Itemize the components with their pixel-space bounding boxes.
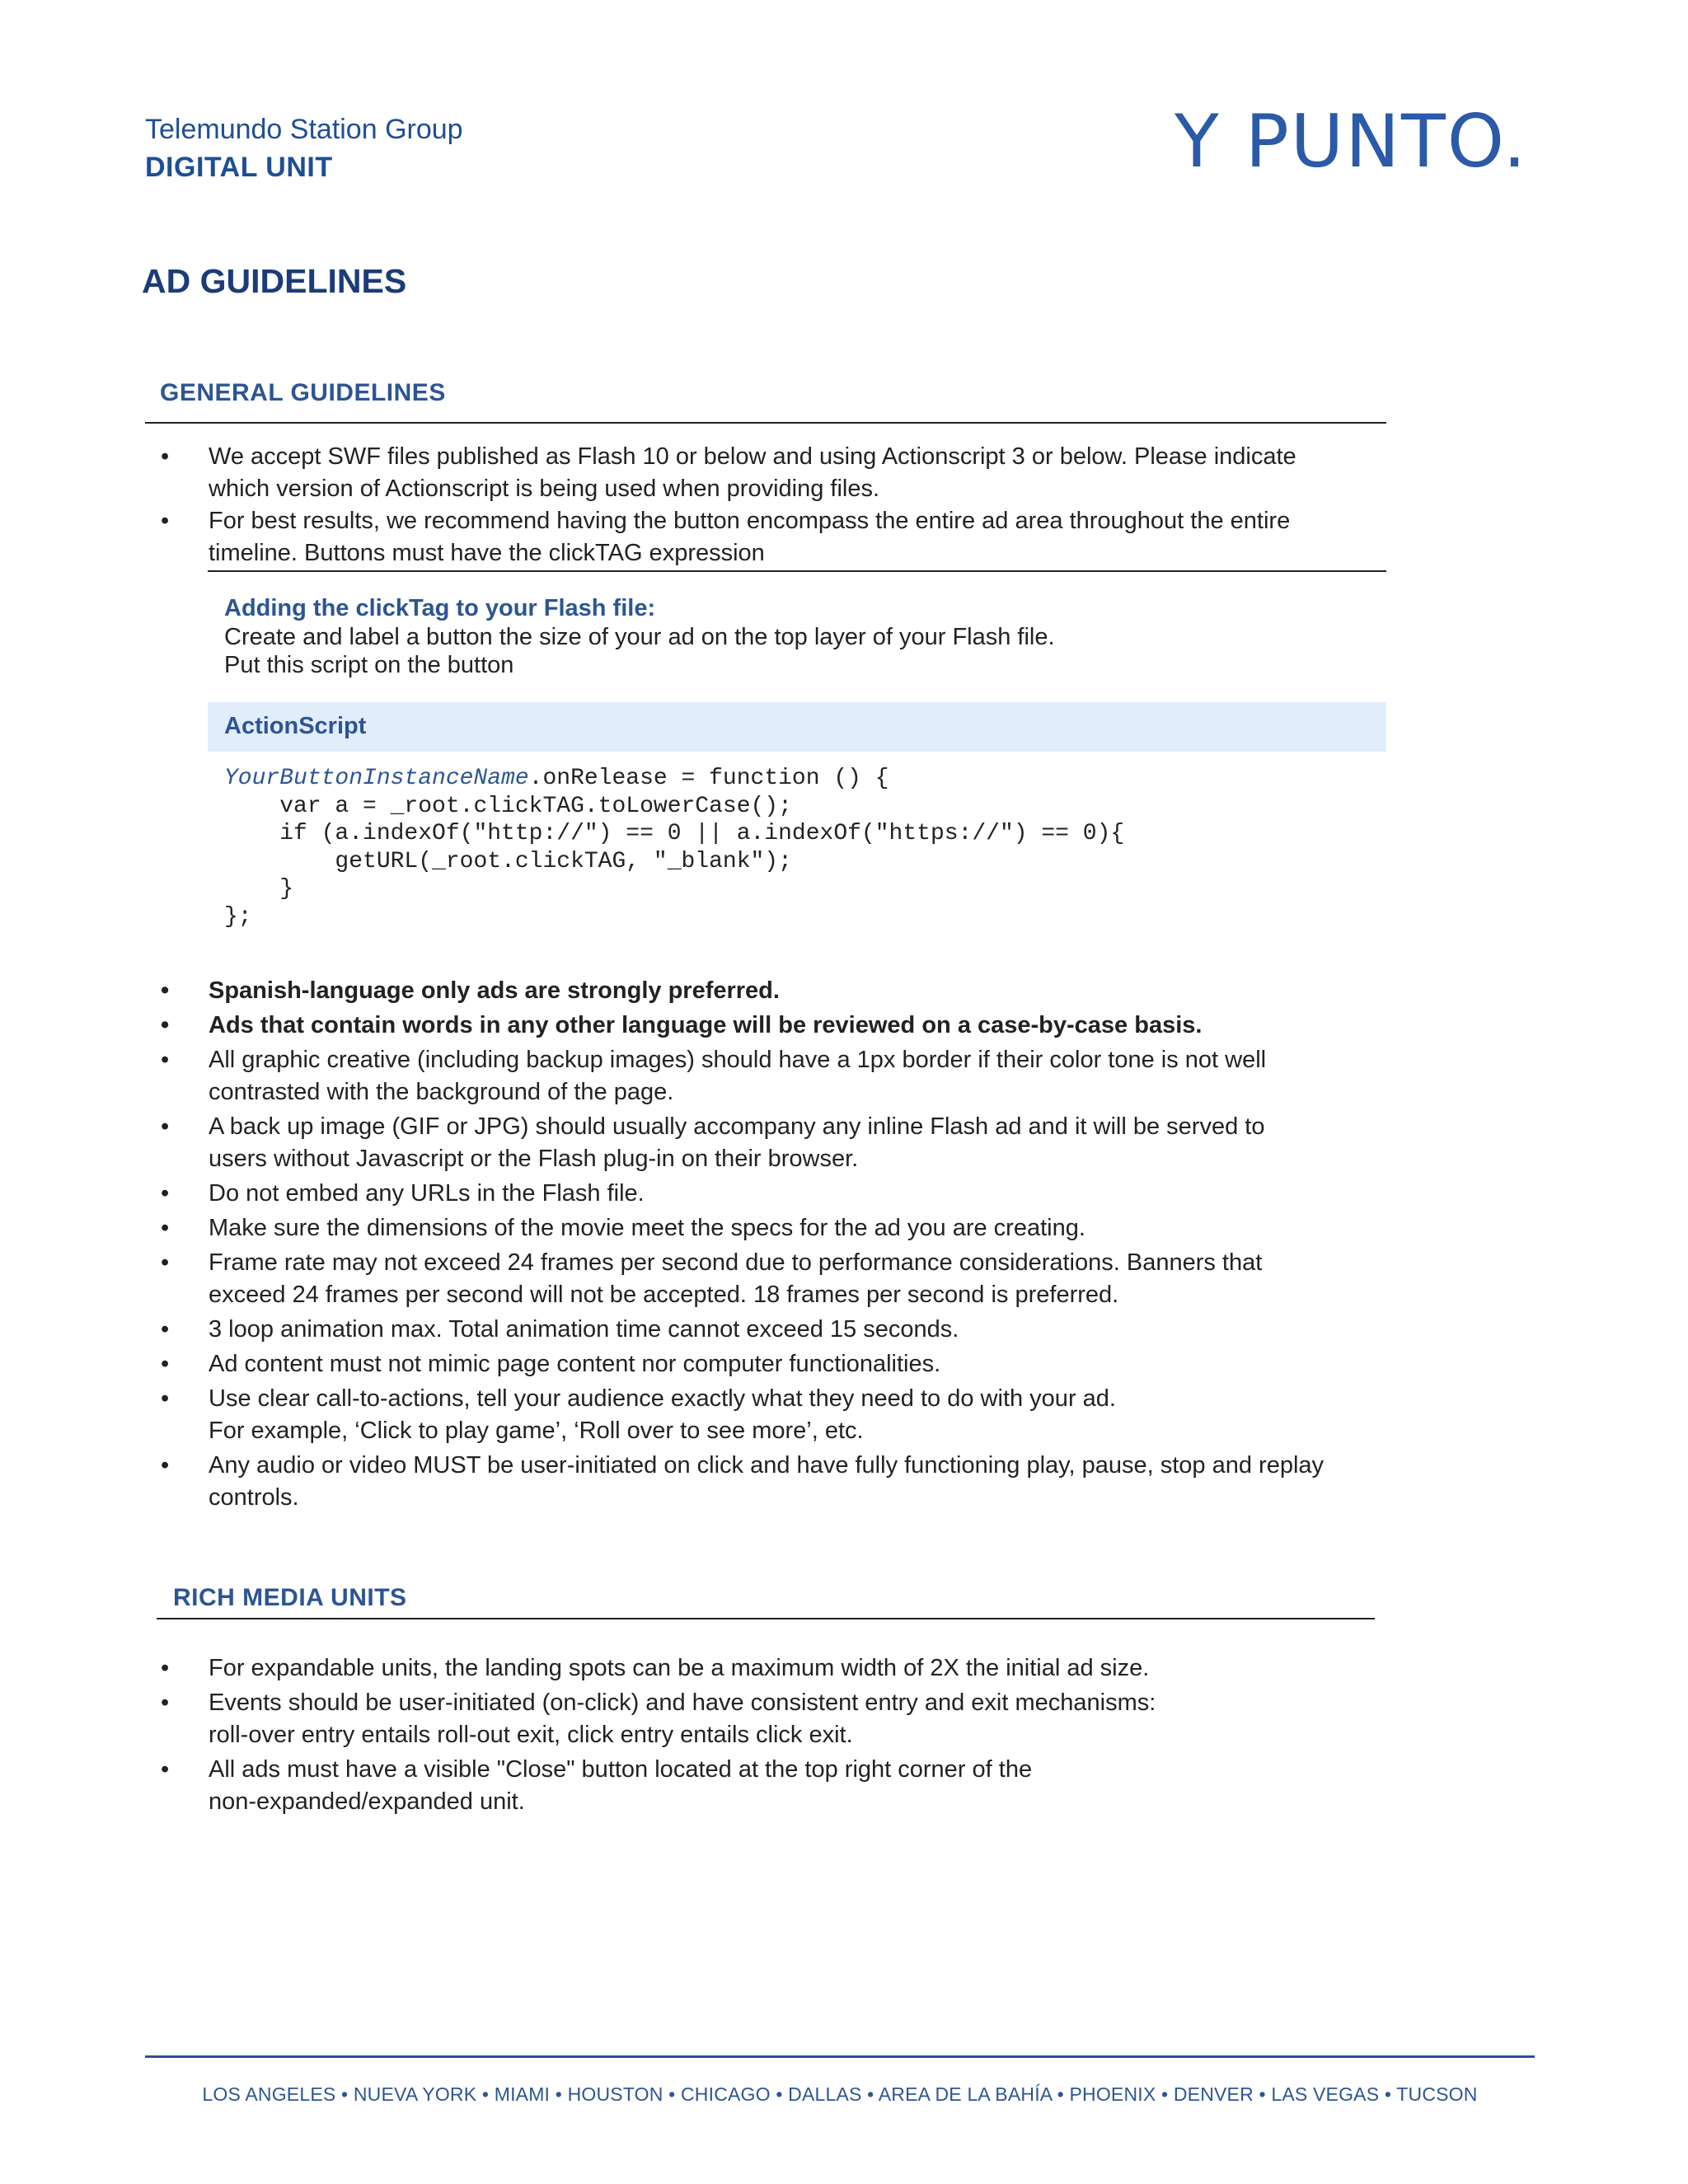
section-divider [157,1618,1375,1619]
guidelines-bullet-list [161,975,1397,1516]
clicktag-heading: Adding the clickTag to your Flash file: [224,595,656,621]
intro-bullet-list [161,441,1397,569]
code-identifier: YourButtonInstanceName [224,766,529,791]
code-label: ActionScript [224,713,367,739]
brand-logo: Y PUNTO. [1175,99,1528,184]
list-item [161,1652,1397,1685]
list-item-text: Frame rate may not exceed 24 frames per second due to performance considerations. Banners that [209,1249,1263,1276]
list-item-text: contrasted with the background of the page. [209,1079,674,1105]
code-line: } [224,876,294,902]
list-item-text: Use clear call-to-actions, tell your audience exactly what they need to do with your ad. [209,1385,1116,1412]
list-item-text: Spanish-language only ads are strongly preferred. [209,977,780,1004]
list-item-text: controls. [209,1484,299,1511]
section-heading-rich-media: RICH MEDIA UNITS [173,1584,407,1611]
code-label-bar [208,702,1386,752]
list-item [161,1111,1397,1175]
code-line: }; [224,903,252,930]
list-item-text: timeline. Buttons must have the clickTAG expression [209,540,765,566]
section-divider [145,422,1386,424]
list-item-text: 3 loop animation max. Total animation time cannot exceed 15 seconds. [209,1316,959,1343]
list-item [161,1178,1397,1210]
list-item-text: which version of Actionscript is being used when providing files. [209,476,880,502]
list-item [161,1212,1397,1244]
code-line: getURL(_root.clickTAG, "_blank"); [224,848,792,874]
list-item-text: exceed 24 frames per second will not be accepted. 18 frames per second is preferred. [209,1282,1119,1308]
list-item-text: For example, ‘Click to play game’, ‘Roll over to see more’, etc. [209,1418,864,1444]
list-item-text: Events should be user-initiated (on-click) and have consistent entry and exit mechanisms: [209,1690,1156,1716]
list-item-text: Do not embed any URLs in the Flash file. [209,1180,645,1207]
unit-name: DIGITAL UNIT [145,152,333,183]
list-item [161,1383,1397,1447]
footer-divider [145,2055,1535,2058]
list-item-text: Any audio or video MUST be user-initiated on click and have fully functioning play, pause, stop and replay [209,1452,1325,1479]
page-title: AD GUIDELINES [142,262,407,300]
clicktag-instruction: Create and label a button the size of your ad on the top layer of your Flash file. [224,624,1055,650]
footer-cities: LOS ANGELES • NUEVA YORK • MIAMI • HOUSTON • CHICAGO • DALLAS • AREA DE LA BAHÍA • PHOENIX • DENVER • LAS VEGAS • TUCSON [202,2083,1478,2105]
list-item-text: We accept SWF files published as Flash 10 or below and using Actionscript 3 or below. Please indicate [209,443,1296,470]
list-item-text: non-expanded/expanded unit. [209,1788,525,1815]
list-item-text: Make sure the dimensions of the movie meet the specs for the ad you are creating. [209,1215,1085,1241]
list-item [161,1754,1397,1818]
list-item-text: All graphic creative (including backup images) should have a 1px border if their color tone is not well [209,1047,1267,1073]
list-item-text: roll-over entry entails roll-out exit, click entry entails click exit. [209,1722,853,1748]
list-item-text: A back up image (GIF or JPG) should usually accompany any inline Flash ad and it will be served to [209,1113,1265,1140]
clicktag-instruction: Put this script on the button [224,652,514,678]
list-item [161,1010,1397,1042]
list-item [161,1687,1397,1751]
list-item [161,975,1397,1007]
rich-media-bullet-list [161,1652,1397,1821]
code-block [224,765,1124,930]
list-item-text: users without Javascript or the Flash plug-in on their browser. [209,1146,859,1172]
code-line: var a = _root.clickTAG.toLowerCase(); [224,793,792,819]
clicktag-divider [208,570,1386,572]
list-item-text: Ads that contain words in any other language will be reviewed on a case-by-case basis. [209,1012,1203,1038]
list-item-text: Ad content must not mimic page content nor computer functionalities. [209,1351,941,1377]
list-item [161,441,1397,505]
list-item [161,1044,1397,1108]
list-item [161,1247,1397,1311]
list-item-text: All ads must have a visible "Close" button located at the top right corner of the [209,1756,1033,1783]
list-item [161,1450,1397,1514]
list-item [161,1348,1397,1380]
organization-name: Telemundo Station Group [145,114,463,145]
list-item [161,1314,1397,1346]
code-line: .onRelease = function () { [528,766,889,791]
list-item [161,505,1397,569]
list-item-text: For best results, we recommend having the button encompass the entire ad area throughout the entire [209,508,1291,534]
list-item-text: For expandable units, the landing spots can be a maximum width of 2X the initial ad size. [209,1655,1150,1681]
code-line: if (a.indexOf("http://") == 0 || a.indexOf("https://") == 0){ [224,821,1125,846]
section-heading-general: GENERAL GUIDELINES [160,379,446,406]
